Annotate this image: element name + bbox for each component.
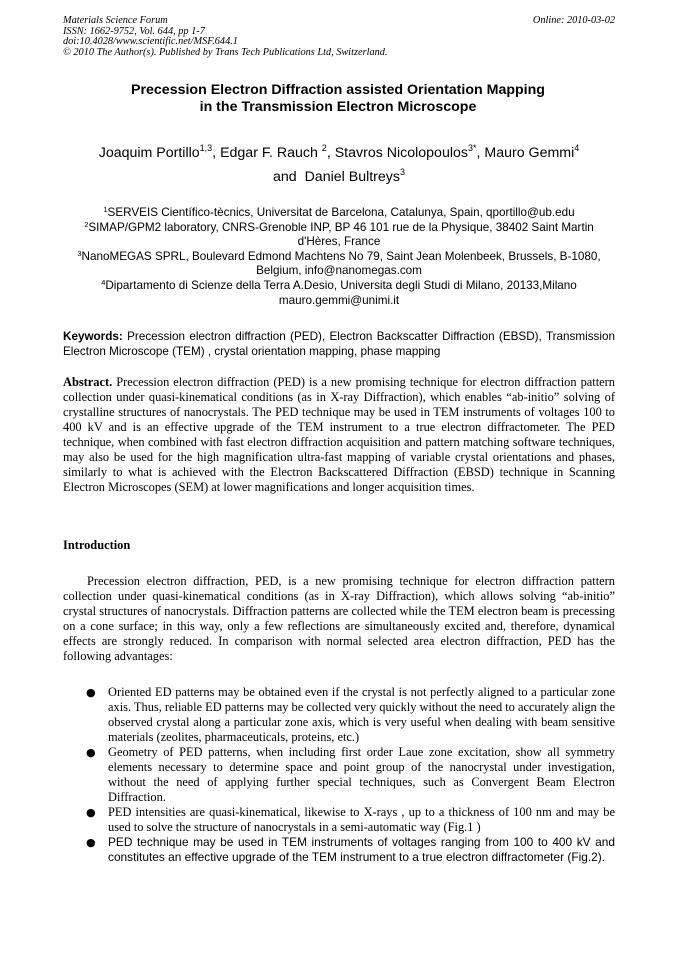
author-name: Mauro Gemmi: [484, 145, 575, 161]
title-line-2: in the Transmission Electron Microscope: [199, 99, 477, 115]
author-line-1: [56, 141, 622, 165]
author-affiliation-mark: 1,3: [199, 143, 213, 153]
affiliation-text: SIMAP/GPM2 laboratory, CNRS-Grenoble INP, BP 46 101 rue de la Physique, 38402 Saint Martin d'Hères, France: [88, 220, 594, 249]
author-name: Daniel Bultreys: [304, 169, 400, 185]
author-affiliation-mark: 3: [399, 167, 405, 177]
list-item-text: PED technique may be used in TEM instruments of voltages ranging from 100 to 400 kV and constitutes an effective upgrade of the TEM instrument to a true electron diffractometer (Fig.2).: [108, 835, 615, 864]
affiliation-number: 1: [103, 205, 108, 214]
journal-name: Materials Science Forum: [63, 15, 168, 26]
affiliation-number: 3: [77, 248, 82, 258]
author-conjunction: and: [273, 169, 305, 185]
list-item-text: Geometry of PED patterns, when including first order Laue zone excitation, show all symmetry elements necessary to determine space and point group of the nanocrystal under investigation, without the need of applying further special techniques, such as Convergent Beam Electron Diffraction.: [108, 745, 615, 804]
bullet-icon: ●: [86, 836, 96, 849]
author-separator: ,: [212, 145, 221, 161]
affiliation: [66, 279, 612, 308]
title-line-1: Precession Electron Diffraction assisted Orientation Mapping: [131, 82, 545, 98]
affiliation-number: 2: [84, 219, 89, 229]
journal-doi: doi:10.4028/www.scientific.net/MSF.644.1: [63, 36, 238, 48]
bullet-icon: ●: [86, 746, 96, 759]
author-name: Joaquim Portillo: [98, 145, 200, 161]
keywords-text: Precession electron diffraction (PED), Electron Backscatter Diffraction (EBSD), Transmission Electron Microscope (TEM) , crystal orientation mapping, phase mapping: [63, 330, 616, 358]
list-item: [86, 805, 615, 835]
bullet-icon: ●: [86, 806, 96, 819]
author-name: Edgar F. Rauch: [220, 145, 322, 161]
abstract-label: Abstract.: [63, 375, 113, 389]
bullet-icon: ●: [86, 686, 96, 699]
affiliation: [66, 250, 612, 279]
journal-issn: ISSN: 1662-9752, Vol. 644, pp 1-7: [63, 25, 205, 37]
online-date: Online: 2010-03-02: [532, 15, 615, 26]
author-name: Stavros Nicolopoulos: [334, 145, 468, 161]
keywords-paragraph: [63, 329, 615, 359]
author-separator: ,: [326, 145, 335, 161]
introduction-paragraph: Precession electron diffraction, PED, is a new promising technique for electron diffraction pattern collection under quasi-kinematical conditions (as in X-ray Diffraction), which allows solving “ab-initio” crystal structures of nanocrystals. Diffraction patterns are collected while the TEM electron beam is precessing on a cone surface; in this way, only a few reflections are simultaneously excited and, therefore, dynamical effects are strongly reduced. In comparison with normal selected area electron diffraction, PED has the following advantages:: [63, 574, 615, 663]
author-affiliation-mark: 2: [321, 143, 327, 153]
author-line-2: [56, 165, 622, 189]
copyright-line: © 2010 The Author(s). Published by Trans Tech Publications Ltd, Switzerland.: [63, 46, 388, 58]
author-affiliation-mark: 4: [574, 143, 580, 153]
affiliation-text: NanoMEGAS SPRL, Boulevard Edmond Machtens No 79, Saint Jean Molenbeek, Brussels, B-1080, Belgium, info@nanomegas.com: [81, 249, 601, 278]
paper-title: [60, 82, 616, 116]
abstract-text: Precession electron diffraction (PED) is a new promising technique for electron diffraction pattern collection under quasi-kinematical conditions (as in X-ray Diffraction), which enables “ab-initio” solving of crystalline structures of nanocrystals. The PED technique may be used in TEM instruments of voltages 100 to 400 kV and is an effective upgrade of the TEM instrument to a true electron diffractometer. The PED technique, when combined with fast electron diffraction acquisition and pattern matching software techniques, may also be used for the high magnification ultra-fast mapping of variable crystal orientations and phases, similarly to what is achieved with the Electron Backscattered Diffraction (EBSD) technique in Scanning Electron Microscopes (SEM) at lower magnifications and longer acquisition times.: [63, 375, 615, 494]
list-item: [86, 745, 615, 805]
section-heading-introduction: Introduction: [63, 538, 131, 552]
author-affiliation-mark: 3*: [467, 143, 477, 153]
affiliation-text: Dipartamento di Scienze della Terra A.Desio, Universita degli Studi di Milano, 20133,Milano mauro.gemmi@unimi.it: [105, 278, 577, 307]
affiliation: [66, 206, 612, 221]
author-list: [56, 141, 622, 189]
affiliation-text: SERVEIS Científico-tècnics, Universitat de Barcelona, Catalunya, Spain, qportillo@ub.edu: [107, 206, 575, 219]
keywords-label: Keywords:: [63, 330, 123, 343]
author-separator: ,: [476, 145, 485, 161]
abstract-paragraph: [63, 375, 615, 495]
list-item-text: PED intensities are quasi-kinematical, likewise to X-rays , up to a thickness of 100 nm and may be used to solve the structure of nanocrystals in a semi-automatic way (Fig.1 ): [108, 805, 615, 834]
journal-header: [63, 16, 615, 58]
advantages-list: [86, 685, 615, 865]
list-item: [86, 835, 615, 865]
affiliation-list: [66, 206, 612, 308]
affiliation: [66, 221, 612, 250]
affiliation-number: 4: [101, 277, 106, 287]
list-item-text: Oriented ED patterns may be obtained even if the crystal is not perfectly aligned to a particular zone axis. Thus, reliable ED patterns may be collected very quickly without the need to accurately align the observed crystal along a particular zone axis, which is very useful when dealing with beam sensitive materials (zeolites, pharmaceuticals, proteins, etc.): [108, 685, 615, 744]
list-item: [86, 685, 615, 745]
